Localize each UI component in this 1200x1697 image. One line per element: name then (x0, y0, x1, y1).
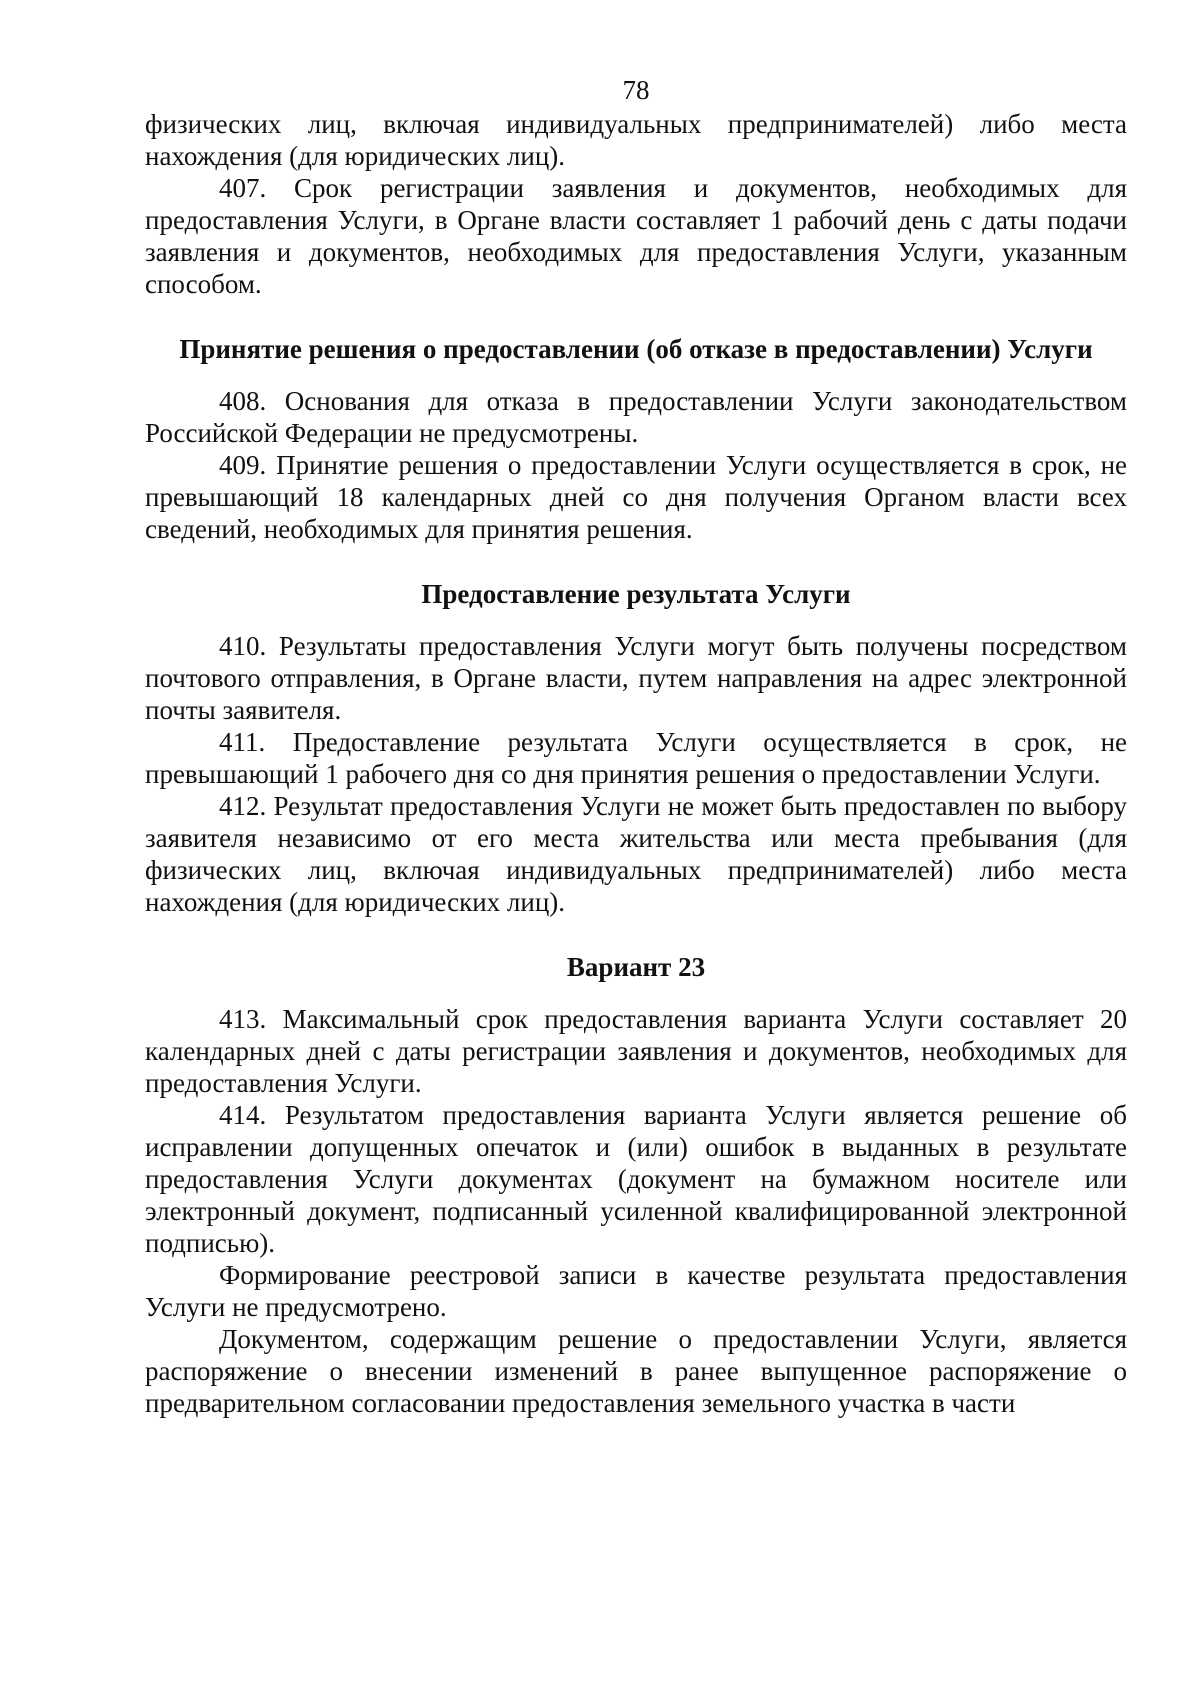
paragraph-414: 414. Результатом предоставления варианта Услуги является решение об исправлении допущенных опечаток и (или) ошибок в выданных в результате предоставления Услуги документах (документ на бумажном носителе или электронный документ, подписанный усиленной квалифицированной электронной подписью). (145, 1100, 1127, 1258)
paragraph-407: 407. Срок регистрации заявления и документов, необходимых для предоставления Услуги, в Органе власти составляет 1 рабочий день с даты подачи заявления и документов, необходимых для предоставления Услуги, указанным способом. (145, 173, 1127, 299)
page-number: 78 (622, 75, 650, 105)
paragraph-413: 413. Максимальный срок предоставления варианта Услуги составляет 20 календарных дней с даты регистрации заявления и документов, необходимых для предоставления Услуги. (145, 1004, 1127, 1098)
paragraph-411: 411. Предоставление результата Услуги осуществляется в срок, не превышающий 1 рабочего дня со дня принятия решения о предоставлении Услуги. (145, 727, 1127, 789)
paragraph-408: 408. Основания для отказа в предоставлении Услуги законодательством Российской Федерации не предусмотрены. (145, 386, 1127, 448)
page-content (145, 72, 1127, 1419)
spacer (145, 300, 1127, 333)
paragraph-409: 409. Принятие решения о предоставлении Услуги осуществляется в срок, не превышающий 18 календарных дней со дня получения Органом власти всех сведений, необходимых для принятия решения. (145, 450, 1127, 544)
spacer (145, 983, 1127, 1003)
section-heading-variant: Вариант 23 (566, 952, 706, 982)
section-heading-result: Предоставление результата Услуги (421, 579, 851, 609)
paragraph-410: 410. Результаты предоставления Услуги могут быть получены посредством почтового отправления, в Органе власти, путем направления на адрес электронной почты заявителя. (145, 631, 1127, 725)
spacer (145, 610, 1127, 630)
section-heading-decision: Принятие решения о предоставлении (об отказе в предоставлении) Услуги (179, 334, 1093, 364)
spacer (145, 545, 1127, 578)
paragraph-continuation: физических лиц, включая индивидуальных предпринимателей) либо места нахождения (для юридических лиц). (145, 109, 1127, 171)
paragraph-decision-document: Документом, содержащим решение о предоставлении Услуги, является распоряжение о внесении изменений в ранее выпущенное распоряжение о предварительном согласовании предоставления земельного участка в части (145, 1324, 1127, 1418)
paragraph-registry-record: Формирование реестровой записи в качестве результата предоставления Услуги не предусмотрено. (145, 1260, 1127, 1322)
spacer (145, 918, 1127, 951)
paragraph-412: 412. Результат предоставления Услуги не может быть предоставлен по выбору заявителя независимо от его места жительства или места пребывания (для физических лиц, включая индивидуальных предпринимателей) либо места нахождения (для юридических лиц). (145, 791, 1127, 917)
spacer (145, 365, 1127, 385)
